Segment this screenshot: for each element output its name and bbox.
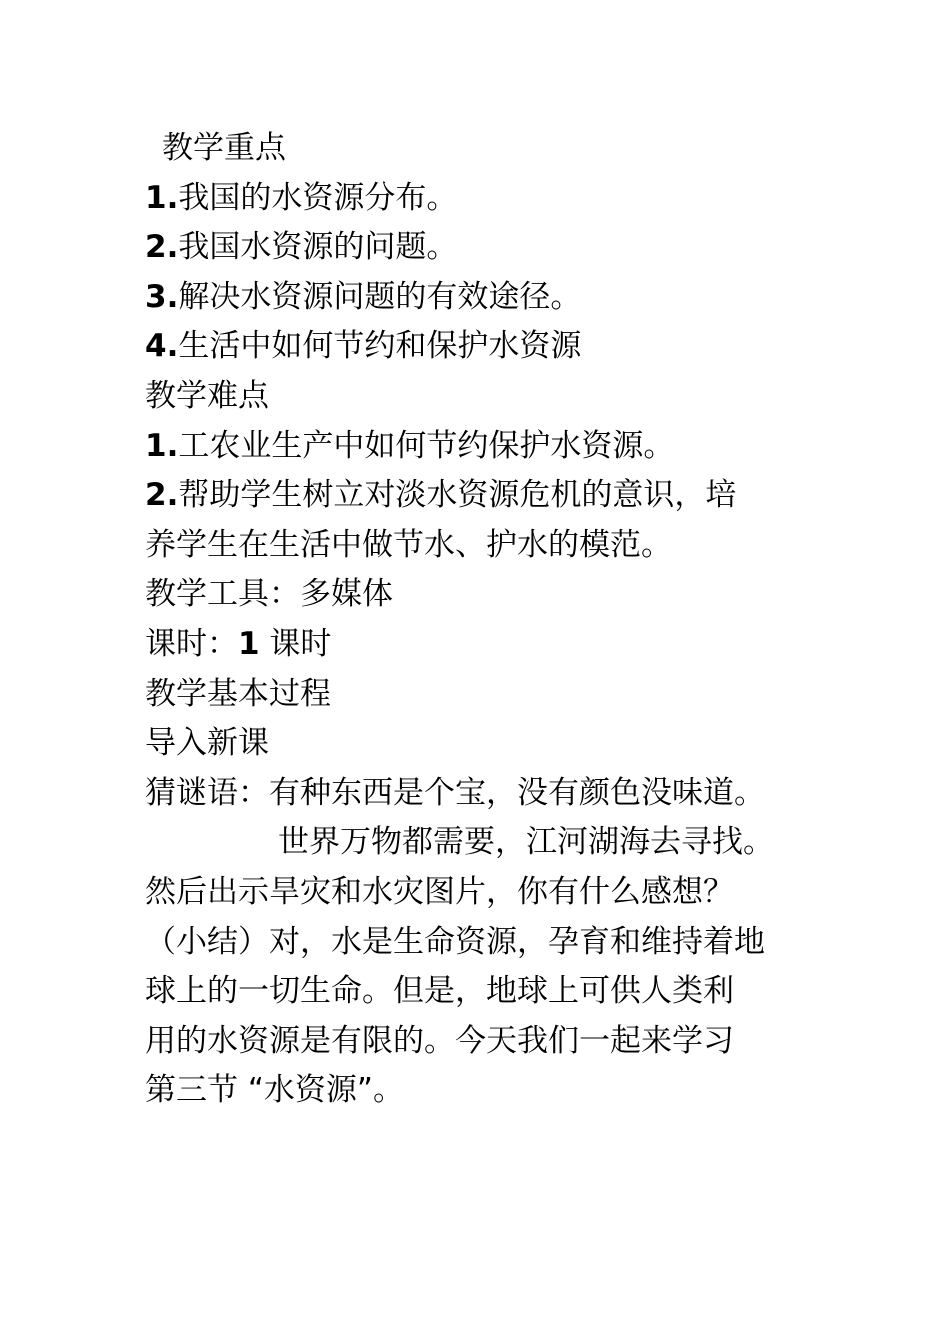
focus-item-3-number: 3.	[145, 278, 179, 315]
intro-heading: 导入新课	[145, 725, 269, 762]
class-period-suffix: 课时	[259, 625, 332, 662]
difficulty-heading: 教学难点	[145, 377, 269, 414]
focus-item-1-number: 1.	[145, 179, 179, 216]
paragraph-line-5: 第三节 “水资源”。	[145, 1072, 404, 1109]
riddle-line-1: 猜谜语：有种东西是个宝，没有颜色没味道。	[145, 774, 765, 811]
difficulty-item-1	[145, 422, 825, 472]
focus-item-1	[145, 174, 825, 224]
focus-item-4	[145, 322, 825, 372]
focus-item-2-number: 2.	[145, 229, 179, 266]
class-period-prefix: 课时：	[145, 625, 238, 662]
class-period-number: 1	[238, 625, 260, 662]
paragraph-line-2: （小结）对，水是生命资源，孕育和维持着地	[145, 923, 765, 960]
focus-item-2	[145, 223, 825, 273]
teaching-tools: 教学工具：多媒体	[145, 576, 393, 613]
difficulty-item-2-number: 2.	[145, 477, 179, 514]
paragraph-line-4: 用的水资源是有限的。今天我们一起来学习	[145, 1022, 734, 1059]
difficulty-item-2-text: 帮助学生树立对淡水资源危机的意识，培	[178, 477, 737, 514]
focus-item-3	[145, 273, 825, 323]
difficulty-item-1-text: 工农业生产中如何节约保护水资源。	[178, 427, 675, 464]
process-heading: 教学基本过程	[145, 675, 331, 712]
difficulty-item-2-continuation: 养学生在生活中做节水、护水的模范。	[145, 526, 672, 563]
paragraph-line-3: 球上的一切生命。但是，地球上可供人类利	[145, 973, 734, 1010]
difficulty-item-2	[145, 471, 825, 521]
document-body	[145, 124, 825, 1116]
focus-item-4-number: 4.	[145, 328, 179, 365]
paragraph-line-1: 然后出示旱灾和水灾图片，你有什么感想？	[145, 873, 734, 910]
riddle-line-2: 世界万物都需要，江河湖海去寻找。	[278, 824, 774, 861]
class-period	[145, 620, 825, 670]
focus-item-2-text: 我国水资源的问题。	[178, 229, 458, 266]
focus-item-1-text: 我国的水资源分布。	[178, 179, 458, 216]
focus-item-4-text: 生活中如何节约和保护水资源	[178, 328, 582, 365]
focus-item-3-text: 解决水资源问题的有效途径。	[178, 278, 582, 315]
focus-heading: 教学重点	[162, 130, 286, 166]
difficulty-item-1-number: 1.	[145, 427, 179, 464]
